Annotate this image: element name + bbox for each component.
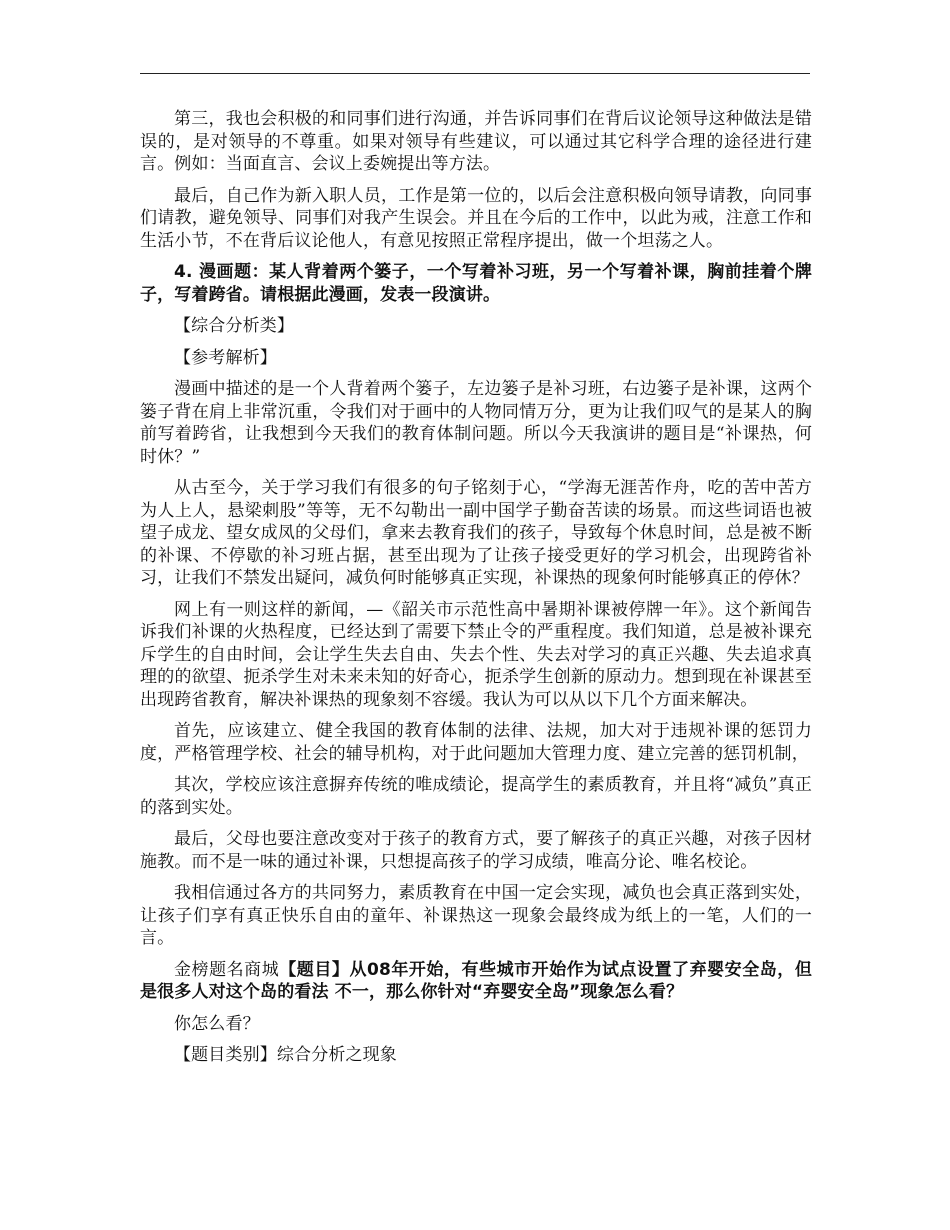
paragraph-conclusion: 我相信通过各方的共同努力，素质教育在中国一定会实现，减负也会真正落到实处，让孩子们享有真正快乐自由的童年、补课热这一现象会最终成为纸上的一笔，人们的一言。	[140, 883, 812, 948]
header-rule	[140, 73, 810, 74]
paragraph-comic-description: 漫画中描述的是一个人背着两个篓子，左边篓子是补习班，右边篓子是补课，这两个篓子背在肩上非常沉重，令我们对于画中的人物同情万分，更为让我们叹气的是某人的胸前写着跨省，让我想到今天我们的教育体制问题。所以今天我演讲的题目是“补课热，何时休？”	[140, 379, 812, 467]
paragraph-first-measure: 首先，应该建立、健全我国的教育体制的法律、法规，加大对于违规补课的惩罚力度，严格管理学校、社会的辅导机构，对于此问题加大管理力度、建立完善的惩罚机制，	[140, 721, 812, 764]
reference-analysis-label: 【参考解析】	[174, 347, 277, 368]
question-4-heading: 4. 漫画题：某人背着两个篓子，一个写着补习班，另一个写着补课，胸前挂着个牌子，写着跨省。请根据此漫画，发表一段演讲。	[140, 262, 812, 305]
paragraph-third-measure: 最后，父母也要注意改变对于孩子的教育方式，要了解孩子的真正兴趣，对孩子因材施教。而不是一味的通过补课，只想提高孩子的学习成绩，唯高分论、唯名校论。	[140, 829, 812, 872]
category-label: 【综合分析类】	[174, 316, 295, 336]
prompt-how-do-you-see: 你怎么看？	[174, 1013, 260, 1034]
paragraph-third-point: 第三，我也会积极的和同事们进行沟通，并告诉同事们在背后议论领导这种做法是错误的，是对领导的不尊重。如果对领导有些建议，可以通过其它科学合理的途径进行建言。例如：当面直言、会议上委婉提出等方法。	[140, 109, 812, 174]
final-question	[140, 959, 812, 1004]
paragraph-finally: 最后，自己作为新入职人员，工作是第一位的，以后会注意积极向领导请教，向同事们请教，避免领导、同事们对我产生误会。并且在今后的工作中，以此为戒，注意工作和生活小节，不在背后议论他人，有意见按照正常程序提出，做一个坦荡之人。	[140, 185, 812, 251]
paragraph-second-measure: 其次，学校应该注意摒弃传统的唯成绩论，提高学生的素质教育，并且将“减负”真正的落到实处。	[140, 775, 812, 818]
final-question-text: 【题目】从08年开始，有些城市开始作为试点设置了弃婴安全岛，但是很多人对这个岛的看法 不一，那么你针对“弃婴安全岛”现象怎么看？	[140, 959, 812, 1002]
document-body	[140, 108, 812, 1076]
paragraph-since-ancient-times: 从古至今，关于学习我们有很多的句子铭刻于心，“学海无涯苦作舟，吃的苦中苦方为人上人，悬梁刺股”等等，无不勾勒出一副中国学子勤奋苦读的场景。而这些词语也被望子成龙、望女成凤的父母们，拿来去教育我们的孩子，导致每个休息时间，总是被不断的补课、不停歇的补习班占据，甚至出现为了让孩子接受更好的学习机会，出现跨省补习，让我们不禁发出疑问，减负何时能够真正实现，补课热的现象何时能够真正的停休？	[140, 478, 812, 588]
paragraph-news: 网上有一则这样的新闻，—《韶关市示范性高中暑期补课被停牌一年》。这个新闻告诉我们补课的火热程度，已经达到了需要下禁止令的严重程度。我们知道，总是被补课充斥学生的自由时间，会让学生失去自由、失去个性、失去对学习的真正兴趣、失去追求真理的的欲望、扼杀学生对未来未知的好奇心，扼杀学生创新的原动力。想到现在补课甚至出现跨省教育，解决补课热的现象刻不容缓。我认为可以从以下几个方面来解决。	[140, 599, 812, 710]
final-question-prefix: 金榜题名商城	[174, 959, 280, 980]
question-category: 【题目类别】综合分析之现象	[174, 1045, 397, 1065]
